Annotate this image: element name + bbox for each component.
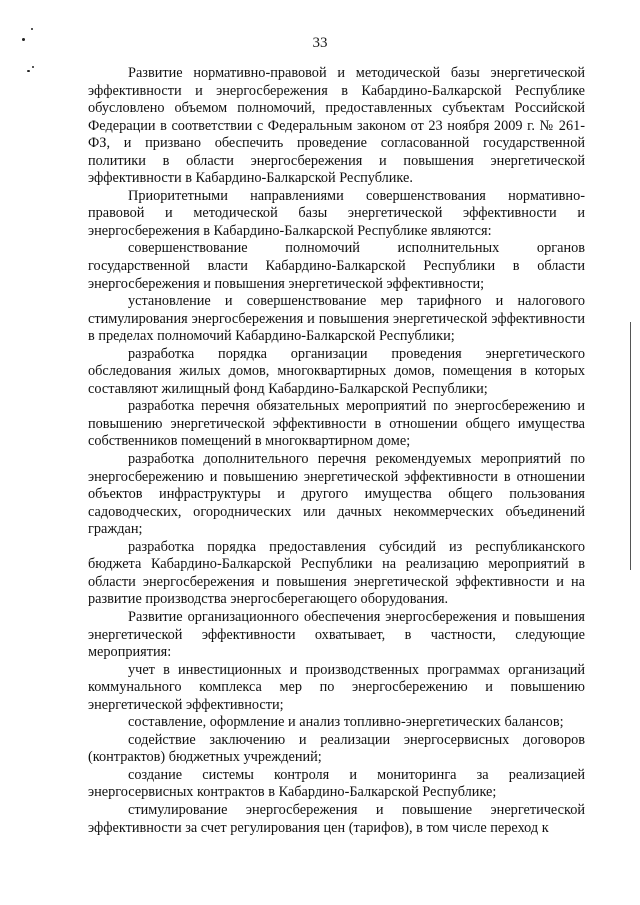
scan-speck <box>27 70 30 72</box>
scan-edge-line <box>630 322 631 570</box>
list-item: разработка порядка организации проведения энергетического обследования жилых домов, многоквартирных домов, помещения в которых составляют жилищный фонд Кабардино-Балкарской Республики; <box>88 345 585 397</box>
paragraph: Развитие организационного обеспечения энергосбережения и повышения энергетической эффективности охватывает, в частности, следующие мероприятия: <box>88 608 585 661</box>
list-item: составление, оформление и анализ топливно-энергетических балансов; <box>128 714 564 731</box>
list-item: разработка порядка предоставления субсидий из республиканского бюджета Кабардино-Балкарской Республики на реализацию мероприятий в области энергосбережения и повышения энергетической эффективности и на развитие производства энергосберегающего оборудования. <box>88 538 585 608</box>
list-item: разработка перечня обязательных мероприятий по энергосбережению и повышению энергетической эффективности в отношении общего имущества собственников помещений в многоквартирном доме; <box>88 398 585 450</box>
body-text <box>88 65 585 837</box>
list-item: установление и совершенствование мер тарифного и налогового стимулирования энергосбережения и повышения энергетической эффективности в пределах полномочий Кабардино-Балкарской Республики; <box>88 293 585 345</box>
page-number: 33 <box>312 35 328 51</box>
list-item: разработка дополнительного перечня рекомендуемых мероприятий по энергосбережению и повышению энергетической эффективности в отношении объектов инфраструктуры и другого имущества общего пользования садоводческих, огороднических или дачных некоммерческих объединений граждан; <box>88 451 585 538</box>
paragraph: Развитие нормативно-правовой и методической базы энергетической эффективности и энергосбережения в Кабардино-Балкарской Республике обусловлено объемом полномочий, предоставленных субъектам Российской Федерации в соответствии с Федеральным законом от 23 ноября 2009 г. № 261-ФЗ, и призвано обеспечить проведение согласованной государственной политики в области энергосбережения и повышения энергетической эффективности в Кабардино-Балкарской Республике. <box>88 65 585 187</box>
scan-speck <box>31 28 33 30</box>
list-item: учет в инвестиционных и производственных программах организаций коммунального комплекса мер по энергосбережению и повышению энергетической эффективности; <box>88 661 585 713</box>
list-item: стимулирование энергосбережения и повышение энергетической эффективности за счет регулирования цен (тарифов), в том числе переход к <box>88 801 585 836</box>
list-item: создание системы контроля и мониторинга за реализацией энергосервисных контрактов в Кабардино-Балкарской Республике; <box>88 766 585 801</box>
list-item: совершенствование полномочий исполнительных органов государственной власти Кабардино-Балкарской Республики в области энергосбережения и повышения энергетической эффективности; <box>88 240 585 292</box>
scan-speck <box>32 66 34 68</box>
list-item: содействие заключению и реализации энергосервисных договоров (контрактов) бюджетных учреждений; <box>88 731 585 766</box>
paragraph: Приоритетными направлениями совершенствования нормативно-правовой и методической базы энергетической эффективности и энергосбережения в Кабардино-Балкарской Республике являются: <box>88 187 585 239</box>
